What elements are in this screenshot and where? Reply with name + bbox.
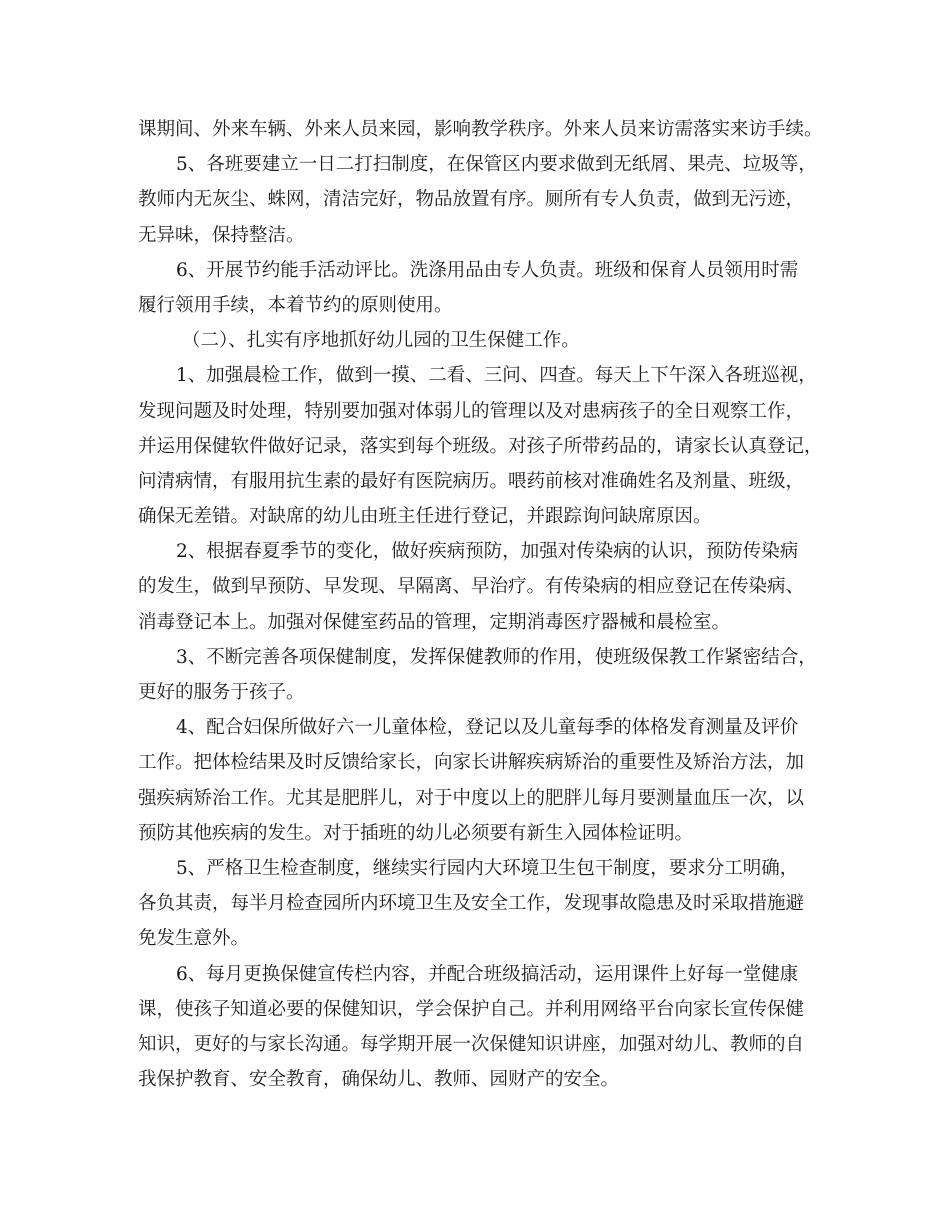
section-heading-2: （二）、扎实有序地抓好幼儿园的卫生保健工作。 bbox=[182, 330, 580, 352]
text-line: 强疾病矫治工作。尤其是肥胖儿，对于中度以上的肥胖儿每月要测量血压一次，以 bbox=[138, 787, 805, 809]
paragraph-5-hygiene-inspection: 5、严格卫生检查制度，继续实行园内大环境卫生包干制度，要求分工明确， bbox=[176, 857, 799, 879]
text-line: 知识，更好的与家长沟通。每学期开展一次保健知识讲座，加强对幼儿、教师的自 bbox=[138, 1033, 805, 1055]
paragraph-2-disease-prevention: 2、根据春夏季节的变化，做好疾病预防，加强对传染病的认识，预防传染病 bbox=[176, 541, 799, 563]
text-line: 课，使孩子知道必要的保健知识，学会保护自己。并利用网络平台向家长宣传保健 bbox=[138, 998, 805, 1020]
text-line: 教师内无灰尘、蛛网，清洁完好，物品放置有序。厕所有专人负责，做到无污迹， bbox=[138, 189, 805, 211]
text-line: 更好的服务于孩子。 bbox=[138, 682, 305, 703]
text-line: 的发生，做到早预防、早发现、早隔离、早治疗。有传染病的相应登记在传染病、 bbox=[138, 576, 805, 598]
text-line: 课期间、外来车辆、外来人员来园，影响教学秩序。外来人员来访需落实来访手续。 bbox=[138, 119, 823, 140]
text-line: 预防其他疾病的发生。对于插班的幼儿必须要有新生入园体检证明。 bbox=[138, 822, 694, 844]
paragraph-6-health-publicity: 6、每月更换保健宣传栏内容，并配合班级搞活动，运用课件上好每一堂健康 bbox=[176, 963, 799, 985]
text-line: 问清病情，有服用抗生素的最好有医院病历。喂药前核对准确姓名及剂量、班级， bbox=[138, 470, 805, 492]
body-text bbox=[138, 112, 828, 1097]
text-line: 免发生意外。 bbox=[138, 928, 250, 950]
text-line: 并运用保健软件做好记录，落实到每个班级。对孩子所带药品的，请家长认真登记， bbox=[138, 435, 823, 457]
paragraph-4-physical-exam: 4、配合妇保所做好六一儿童体检，登记以及儿童每季的体格发育测量及评价 bbox=[176, 717, 799, 739]
paragraph-1-morning-check: 1、加强晨检工作，做到一摸、二看、三问、四查。每天上下午深入各班巡视， bbox=[176, 365, 817, 387]
text-line: 确保无差错。对缺席的幼儿由班主任进行登记，并跟踪询问缺席原因。 bbox=[138, 506, 712, 528]
paragraph-3-health-system: 3、不断完善各项保健制度，发挥保健教师的作用，使班级保教工作紧密结合， bbox=[176, 646, 817, 668]
text-line: 无异味，保持整洁。 bbox=[138, 224, 305, 246]
text-line: 工作。把体检结果及时反馈给家长，向家长讲解疾病矫治的重要性及矫治方法，加 bbox=[138, 752, 805, 774]
text-line: 履行领用手续，本着节约的原则使用。 bbox=[138, 294, 453, 316]
text-line: 发现问题及时处理，特别要加强对体弱儿的管理以及对患病孩子的全日观察工作， bbox=[138, 400, 805, 422]
text-line: 各负其责，每半月检查园所内环境卫生及安全工作，发现事故隐患及时采取措施避 bbox=[138, 893, 805, 915]
text-line: 消毒登记本上。加强对保健室药品的管理，定期消毒医疗器械和晨检室。 bbox=[138, 611, 731, 633]
text-line: 我保护教育、安全教育，确保幼儿、教师、园财产的安全。 bbox=[138, 1069, 620, 1091]
paragraph-5-cleaning: 5、各班要建立一日二打扫制度，在保管区内要求做到无纸屑、果壳、垃圾等， bbox=[176, 154, 817, 176]
paragraph-6-saving: 6、开展节约能手活动评比。洗涤用品由专人负责。班级和保育人员领用时需 bbox=[176, 259, 799, 281]
